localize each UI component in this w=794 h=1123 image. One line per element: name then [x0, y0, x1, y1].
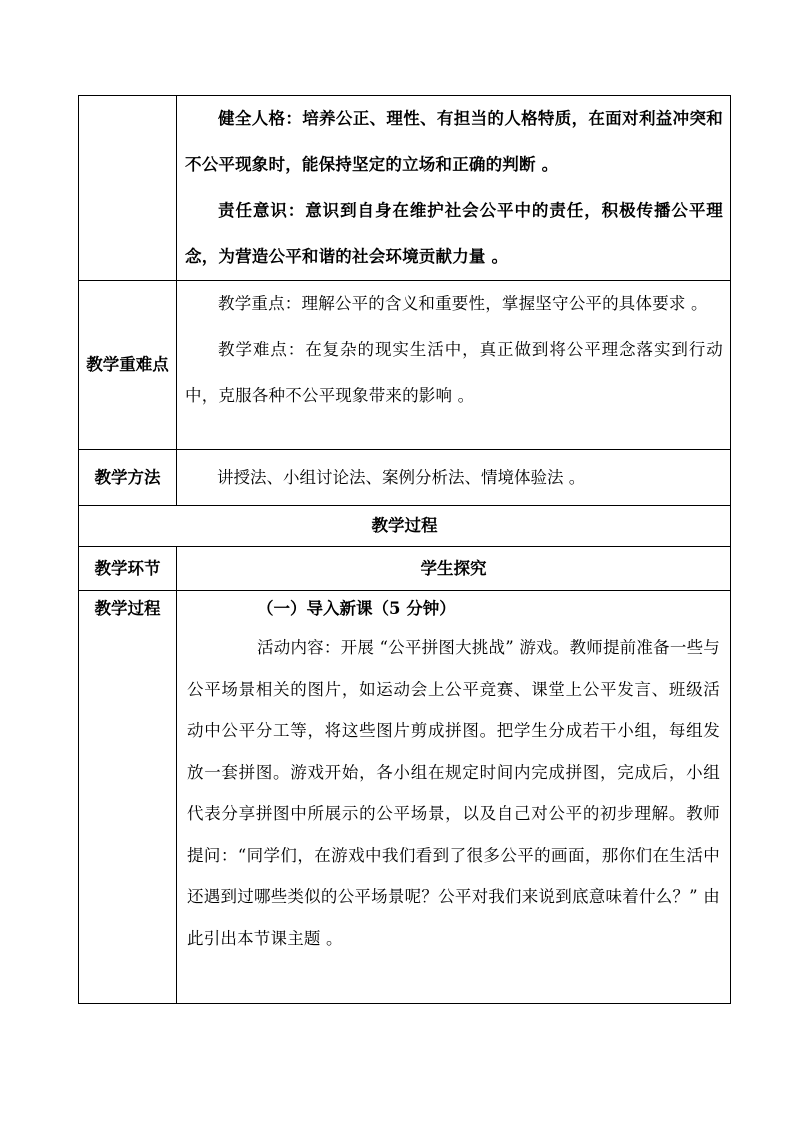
process-label: 教学过程	[94, 599, 161, 618]
header-left-cell	[79, 547, 177, 591]
header-right-cell	[177, 547, 731, 591]
methods-label: 教学方法	[94, 467, 161, 487]
process-title: 教学过程	[371, 516, 438, 535]
process-title-cell	[79, 506, 731, 547]
difficult-point-text: 教学难点：在复杂的现实生活中，真正做到将公平理念落实到行动中，克服各种不公平现象带来的影响 。	[185, 340, 723, 405]
key-points-row	[79, 281, 731, 450]
intro-heading: （一）导入新课（5 分钟）	[257, 599, 456, 618]
process-title-row	[79, 506, 731, 547]
methods-label-cell	[79, 450, 177, 506]
key-points-content-cell	[177, 281, 731, 450]
goals-label-cell	[79, 96, 177, 281]
process-label-cell	[79, 591, 177, 1004]
key-point-text: 教学重点：理解公平的含义和重要性，掌握坚守公平的具体要求 。	[218, 294, 708, 313]
key-points-label: 教学重难点	[86, 355, 169, 374]
methods-row	[79, 450, 731, 506]
intro-activity-text: 活动内容：开展 “公平拼图大挑战” 游戏。教师提前准备一些与公平场景相关的图片，如运动会上公平竞赛、课堂上公平发言、班级活动中公平分工等，将这些图片剪成拼图。把学生分成若干小组，每组发放一套拼图。游戏开始，各小组在规定时间内完成拼图，完成后，小组代表分享拼图中所展示的公平场景，以及自己对公平的初步理解。教师提问：“同学们，在游戏中我们看到了很多公平的画面，那你们在生活中还遇到过哪些类似的公平场景呢？公平对我们来说到底意味着什么？” 由此引出本节课主题 。	[187, 638, 720, 948]
header-row	[79, 547, 731, 591]
goals-content-cell	[177, 96, 731, 281]
lesson-plan-table	[78, 95, 731, 1004]
header-teaching-stage: 教学环节	[94, 558, 161, 578]
key-points-label-cell	[79, 281, 177, 450]
methods-text: 讲授法、小组讨论法、案例分析法、情境体验法 。	[217, 467, 586, 487]
methods-content-cell	[177, 450, 731, 506]
process-content-cell	[177, 591, 731, 1004]
goals-row	[79, 96, 731, 281]
process-row	[79, 591, 731, 1004]
goal-responsibility-text: 责任意识：意识到自身在维护社会公平中的责任，积极传播公平理念，为营造公平和谐的社会环境贡献力量 。	[185, 201, 723, 266]
goal-personality-text: 健全人格：培养公正、理性、有担当的人格特质，在面对利益冲突和不公平现象时，能保持坚定的立场和正确的判断 。	[185, 109, 723, 174]
header-student-inquiry: 学生探究	[420, 558, 487, 578]
